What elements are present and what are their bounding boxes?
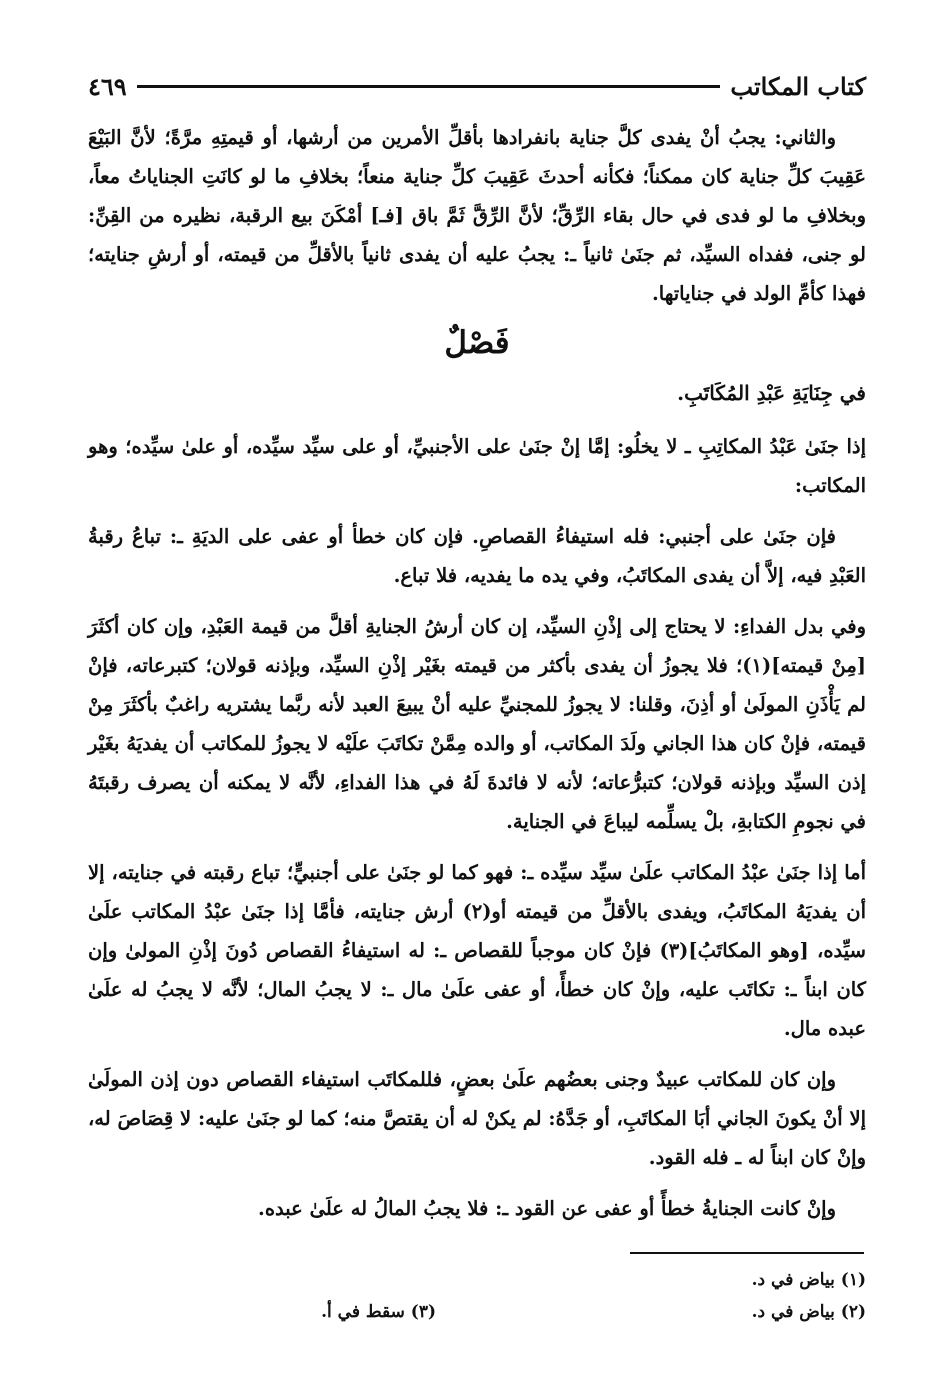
footnote-separator (630, 1252, 864, 1254)
page-header (88, 68, 866, 104)
paragraph-gap (88, 505, 866, 517)
paragraph-4: وفي بدل الفداءِ: لا يحتاج إلى إذْنِ السيِّد، إن كان أرشُ الجنايةِ أقلَّ من قيمة العَبْدِ، وإن كان أكثَرَ [مِنْ قيمته](١)؛ فلا يجوزُ أن يفدى بأكثر من قيمته بغَيْر إذْنِ السيِّد، وبإذنه قولان؛ كتبرعاته، فإنْ لم يَأْذَنِ المولَىٰ أو أذِنَ، وقلنا: لا يجوزُ للمجنيِّ عليه أنْ يبيعَ العبد لأنه ربَّما يشتريه راغبٌ بأكثَرَ مِنْ قيمته، فإنْ كان هذا الجاني ولَدَ المكاتب، أو والده مِمَّنْ تكاتَبَ علَيْه لا يجوزُ للمكاتب أن يفديَهُ بغَيْر إذن السيِّد وبإذنه قولان؛ كتبرُّعاته؛ لأنه لا فائدةَ لَهُ في هذا الفداءِ، لأنَّه لا يمكنه أن يصرف رقبتَهُ في نجومِ الكتابةِ، بلْ يسلِّمه ليباعَ في الجناية. (88, 615, 866, 833)
page-number: ٤٦٩ (88, 71, 127, 101)
paragraph-7: وإنْ كانت الجنايةُ خطأً أو عفى عن القود ـ: فلا يجبُ المالُ له علَىٰ عبده. (258, 1197, 836, 1220)
paragraph-gap (88, 415, 866, 427)
paragraph-3: فإن جنَىٰ على أجنبي: فله استيفاءُ القصاصِ. فإن كان خطأ أو عفى على الديَةِ ـ: تباعُ رقبةُ العَبْدِ فيه، إلاَّ أن يفدى المكاتَبُ، وفي يده ما يفديه، فلا تباع. (88, 525, 866, 587)
footnote-row (88, 1264, 866, 1296)
running-title: كتاب المكاتب (730, 71, 866, 101)
paragraph-gap (88, 1048, 866, 1060)
footnote-row (88, 1296, 866, 1328)
section-subtitle: في جِنَايَةِ عَبْدِ المُكَاتَبِ. (677, 381, 866, 405)
section-title: فَصْلٌ (444, 325, 510, 361)
header-rule (137, 85, 721, 88)
paragraph-gap (88, 1177, 866, 1189)
footnotes (88, 1264, 866, 1328)
paragraph-gap (88, 841, 866, 853)
main-text (88, 118, 866, 1228)
footnote-1: (١) بياض في د. (751, 1270, 866, 1290)
paragraph-2: إذا جنَىٰ عَبْدُ المكاتِبِ ـ لا يخلُو: إمَّا إنْ جنَىٰ على الأجنبيِّ، أو على سيِّد سيِّده، أو علىٰ سيِّده؛ وهو المكاتب: (88, 435, 866, 497)
footnote-2: (٢) بياض في د. (751, 1302, 866, 1322)
paragraph-gap (88, 595, 866, 607)
footnote-3: (٣) سقط في أ. (321, 1302, 436, 1322)
paragraph-1: والثاني: يجبُ أنْ يفدى كلَّ جناية بانفرادها بأقلِّ الأمرين من أرشها، أو قيمتِهِ مرَّةً؛ لأنَّ البَيْعَ عَقِيبَ كلِّ جناية كان ممكناً؛ فكأنه أحدثَ عَقِيبَ كلِّ جناية منعاً؛ بخلافِ ما لو كانَتِ الجناياتُ معاً، وبخلافِ ما لو فدى في حال بقاء الرِّقِّ؛ لأنَّ الرِّقَّ ثَمَّ باق [فـ] أمْكَنَ بيع الرقبة، نظيره من القِنِّ: لو جنى، ففداه السيِّد، ثم جنَىٰ ثانياً ـ: يجبُ عليه أن يفدى ثانياً بالأقلِّ من قيمته، أو أرشِ جنايته؛ فهذا كأمِّ الولد في جناياتها. (88, 126, 866, 305)
paragraph-6: وإن كان للمكاتب عبيدٌ وجنى بعضُهم علَىٰ بعضٍ، فللمكاتَب استيفاء القصاص دون إذن المولَىٰ إلا أنْ يكونَ الجاني أبَا المكاتَبِ، أو جَدَّهُ: لم يكنْ له أن يقتصَّ منه؛ كما لو جنَىٰ عليه: لا قِصَاصَ له، وإنْ كان ابناً له ـ فله القود. (88, 1068, 866, 1169)
paragraph-5: أما إذا جنَىٰ عبْدُ المكاتب علَىٰ سيِّد سيِّده ـ: فهو كما لو جنَىٰ على أجنبيٍّ؛ تباع رقبته في جنايته، إلا أن يفديَهُ المكاتَبُ، ويفدى بالأقلِّ من قيمته أو(٢) أرش جنايته، فأمَّا إذا جنَىٰ عبْدُ المكاتب علَىٰ سيِّده، [وهو المكاتَبُ](٣) فإنْ كان موجباً للقصاص ـ: له استيفاءُ القصاص دُونَ إذْنِ المولىٰ وإن كان ابناً ـ: تكاتَب عليه، وإنْ كان خطأً، أو عفى علَىٰ مال ـ: لا يجبُ المال؛ لأنَّه لا يجبُ له علَىٰ عبده مال. (88, 861, 866, 1040)
